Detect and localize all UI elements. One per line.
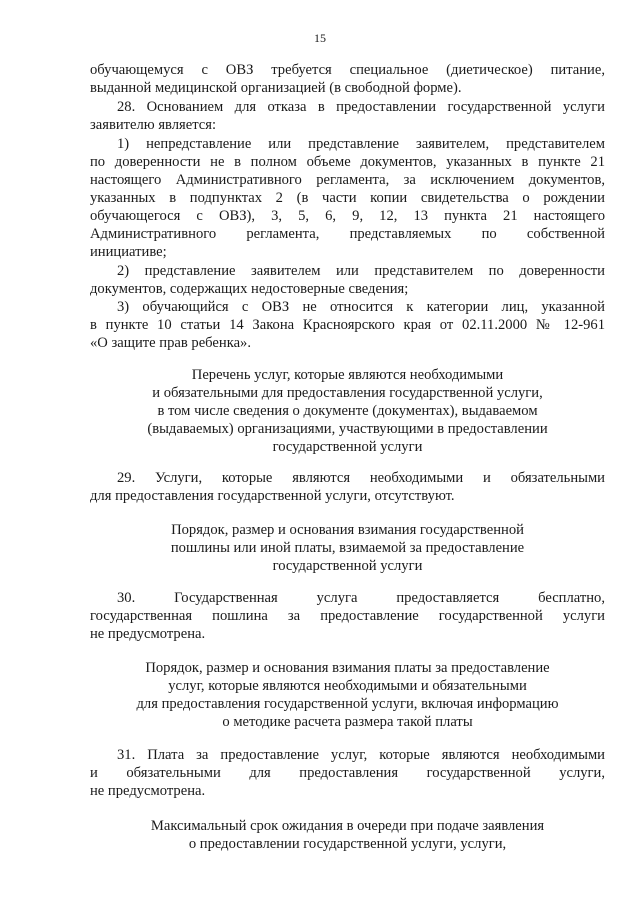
heading-line: услуг, которые являются необходимыми и обязательными — [168, 678, 527, 694]
heading-line: Порядок, размер и основания взимания государственной — [171, 522, 524, 538]
text-line: указанных в подпунктах 2 (в части копии свидетельства о рождении — [90, 190, 605, 206]
text-line: 30. Государственная услуга предоставляется бесплатно, — [117, 590, 605, 606]
text-line: 28. Основанием для отказа в предоставлении государственной услуги — [117, 99, 605, 115]
text-line: «О защите прав ребенка». — [90, 335, 251, 351]
heading-line: Максимальный срок ожидания в очереди при подаче заявления — [150, 818, 545, 834]
text-line: государственная пошлина за предоставление государственной услуги — [90, 608, 605, 624]
heading-line: и обязательными для предоставления государственной услуги, — [152, 385, 543, 401]
heading-line: пошлины или иной платы, взимаемой за предоставление — [170, 540, 525, 556]
text-line: обучающемуся с ОВЗ требуется специальное (диетическое) питание, — [90, 62, 605, 78]
heading-line: государственной услуги — [272, 439, 423, 455]
heading-line: Перечень услуг, которые являются необходимыми — [191, 367, 504, 383]
text-line: 1) непредставление или представление заявителем, представителем — [117, 136, 605, 152]
heading-line: в том числе сведения о документе (документах), выдаваемом — [157, 403, 538, 419]
text-line: 2) представление заявителем или представителем по доверенности — [117, 263, 605, 279]
text-line: не предусмотрена. — [90, 783, 206, 799]
heading-line: государственной услуги — [272, 558, 423, 574]
text-line: и обязательными для предоставления государственной услуги, — [90, 765, 605, 781]
text-line: заявителю является: — [90, 117, 217, 133]
text-line: обучающегося с ОВЗ), 3, 5, 6, 9, 12, 13 пункта 21 настоящего — [90, 208, 605, 224]
text-line: не предусмотрена. — [90, 626, 206, 642]
text-line: Административного регламента, представляемых по собственной — [90, 226, 605, 242]
text-line: по доверенности не в полном объеме документов, указанных в пункте 21 — [90, 154, 605, 170]
heading-line: о предоставлении государственной услуги, услуги, — [188, 836, 507, 852]
text-line: для предоставления государственной услуги, отсутствуют. — [90, 488, 455, 504]
text-line: в пункте 10 статьи 14 Закона Красноярского края от 02.11.2000 № 12-961 — [90, 317, 605, 333]
text-line: 3) обучающийся с ОВЗ не относится к категории лиц, указанной — [117, 299, 605, 315]
page-number: 15 — [314, 31, 326, 45]
text-line: 29. Услуги, которые являются необходимыми и обязательными — [117, 470, 605, 486]
heading-line: (выдаваемых) организациями, участвующими в предоставлении — [147, 421, 548, 437]
heading-line: для предоставления государственной услуги, включая информацию — [136, 696, 559, 712]
heading-line: о методике расчета размера такой платы — [222, 714, 473, 730]
text-line: выданной медицинской организацией (в свободной форме). — [90, 80, 462, 96]
text-line: документов, содержащих недостоверные сведения; — [90, 281, 409, 297]
text-line: 31. Плата за предоставление услуг, которые являются необходимыми — [117, 747, 605, 763]
heading-line: Порядок, размер и основания взимания платы за предоставление — [145, 660, 550, 676]
text-line: инициативе; — [90, 244, 167, 260]
text-line: настоящего Административного регламента, за исключением документов, — [90, 172, 605, 188]
